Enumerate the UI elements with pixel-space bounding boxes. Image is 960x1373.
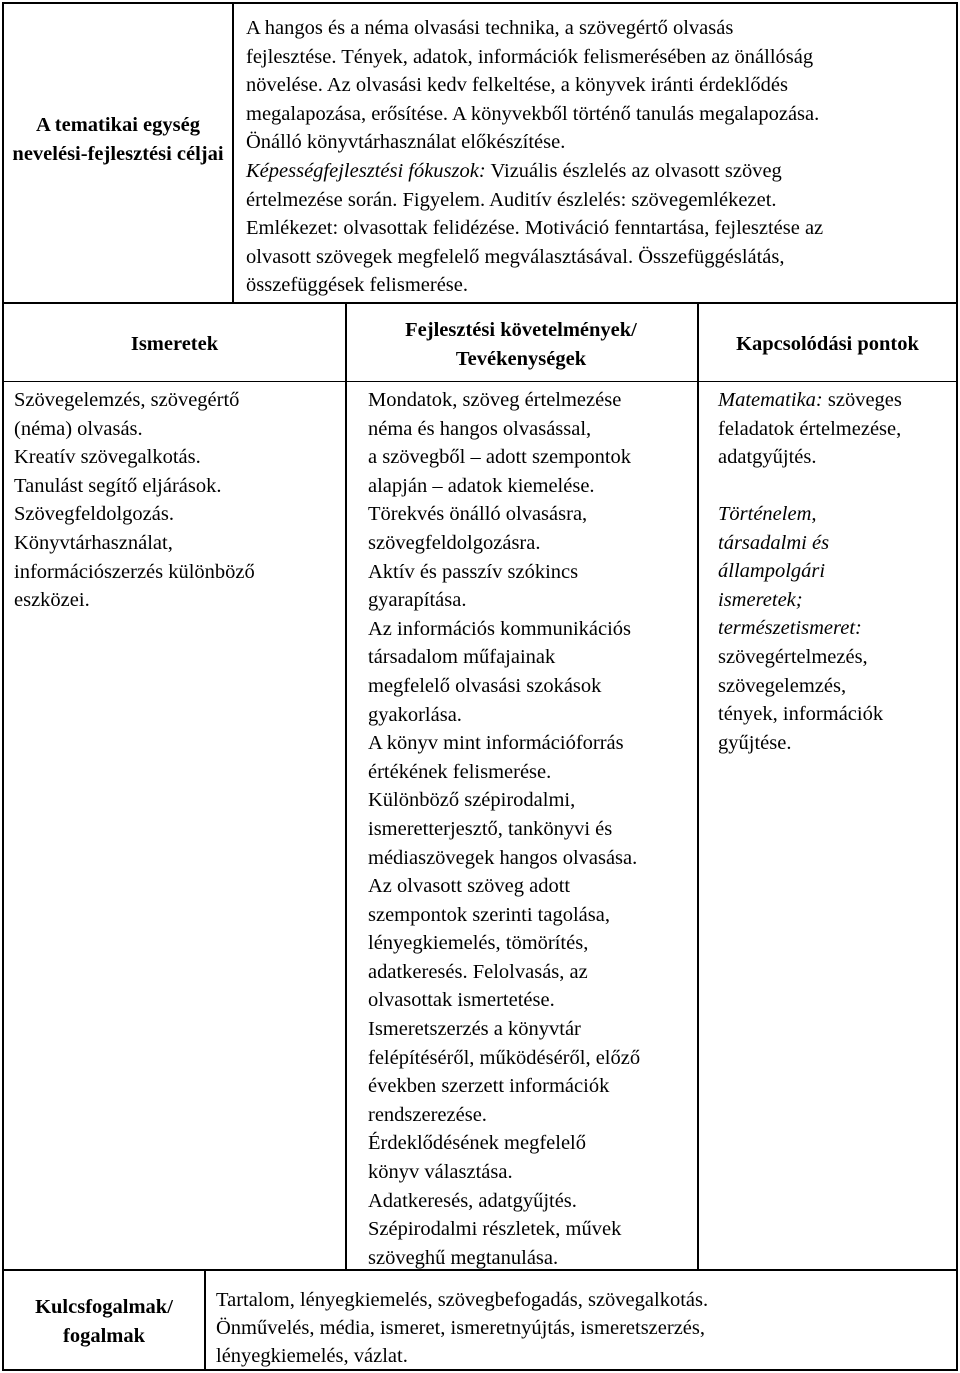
- connection-line: [718, 415, 954, 444]
- requirement-line: megfelelő olvasási szokások: [368, 674, 602, 697]
- table-border-top: [2, 2, 958, 4]
- goals-line: [246, 271, 954, 300]
- header-connections-text: Kapcsolódási pontok: [736, 333, 919, 355]
- goals-line-segment: Emlékezet: olvasottak felidézése. Motiváció fenntartása, fejlesztése az: [246, 217, 824, 240]
- connection-line: [718, 443, 954, 472]
- knowledge-line: Könyvtárhasználat,: [14, 531, 173, 554]
- requirement-line: Az információs kommunikációs: [368, 617, 632, 640]
- keywords-label-divider: [204, 1269, 206, 1371]
- connections-group-history: [718, 500, 954, 757]
- goals-line: [246, 128, 954, 157]
- requirement-line: néma és hangos olvasással,: [368, 417, 592, 440]
- knowledge-line: Kreatív szövegalkotás.: [14, 446, 201, 469]
- knowledge-list: [14, 386, 344, 615]
- requirement-line: Érdeklődésének megfelelő: [368, 1132, 587, 1155]
- goals-line: [246, 100, 954, 129]
- goals-bottom-divider: [2, 302, 958, 304]
- requirement-line: Törekvés önálló olvasásra,: [368, 503, 588, 526]
- goals-line-segment: olvasott szövegek megfelelő megválasztásával. Összefüggéslátás,: [246, 245, 785, 268]
- connection-line: [718, 386, 954, 415]
- connection-line-segment: feladatok értelmezése,: [718, 417, 902, 440]
- column-divider-1: [345, 302, 347, 1270]
- requirement-line: könyv választása.: [368, 1161, 513, 1184]
- knowledge-line: Szövegelemzés, szövegértő: [14, 389, 240, 411]
- requirement-line: szövegfeldolgozásra.: [368, 531, 541, 554]
- requirement-line: A könyv mint információforrás: [368, 732, 624, 755]
- knowledge-line: eszközei.: [14, 589, 90, 612]
- connection-line: [718, 729, 954, 758]
- requirement-line: Mondatok, szöveg értelmezése: [368, 389, 622, 411]
- goals-label: [6, 111, 230, 169]
- requirement-line: szöveghű megtanulása.: [368, 1246, 559, 1269]
- keywords-label-text: Kulcsfogalmak/ fogalmak: [35, 1296, 173, 1347]
- goals-line: [246, 243, 954, 272]
- keywords-line: lényegkiemelés, vázlat.: [216, 1345, 408, 1367]
- connection-line-segment: állampolgári: [718, 560, 826, 583]
- goals-label-divider: [232, 2, 234, 303]
- connection-line: [718, 672, 954, 701]
- knowledge-line: Szövegfeldolgozás.: [14, 503, 174, 526]
- goals-line-segment: Vizuális észlelés az olvasott szöveg: [485, 159, 782, 182]
- goals-line: [246, 14, 954, 43]
- goals-line-segment: A hangos és a néma olvasási technika, a szövegértő olvasás: [246, 17, 734, 39]
- requirement-line: Aktív és passzív szókincs: [368, 560, 579, 583]
- connection-line-segment: Matematika:: [718, 389, 823, 411]
- requirement-line: Adatkeresés, adatgyűjtés.: [368, 1189, 577, 1212]
- connection-line-segment: ismeretek;: [718, 588, 803, 611]
- connection-line-segment: szövegértelmezés,: [718, 645, 868, 668]
- requirement-line: Különböző szépirodalmi,: [368, 789, 576, 812]
- header-requirements: [360, 316, 682, 373]
- requirement-line: rendszerezése.: [368, 1103, 487, 1126]
- goals-line-segment: összefüggések felismerése.: [246, 274, 468, 297]
- requirement-line: Ismeretszerzés a könyvtár: [368, 1018, 581, 1041]
- requirement-line: gyakorlása.: [368, 703, 462, 726]
- goals-line: [246, 186, 954, 215]
- keywords-line: Önművelés, média, ismeret, ismeretnyújtás, ismeretszerzés,: [216, 1317, 705, 1339]
- requirement-line: Az olvasott szöveg adott: [368, 875, 571, 898]
- keywords-label: [6, 1293, 202, 1350]
- connection-line: [718, 643, 954, 672]
- requirements-list: [368, 386, 696, 1272]
- connection-line: [718, 557, 954, 586]
- requirement-line: társadalom műfajainak: [368, 646, 556, 669]
- connection-line-segment: tények, információk: [718, 703, 884, 726]
- goals-line-segment: értelmezése során. Figyelem. Auditív észlelés: szövegemlékezet.: [246, 188, 777, 211]
- goals-line-segment: növelése. Az olvasási kedv felkeltése, a könyvek iránti érdeklődés: [246, 74, 788, 97]
- connection-line-segment: gyűjtése.: [718, 731, 792, 754]
- connection-line: [718, 614, 954, 643]
- connections-group-math: [718, 386, 954, 472]
- header-knowledge: [4, 330, 345, 359]
- requirement-line: Szépirodalmi részletek, művek: [368, 1218, 622, 1241]
- connection-line-segment: társadalmi és: [718, 531, 830, 554]
- knowledge-line: Tanulást segítő eljárások.: [14, 474, 222, 497]
- goals-label-text: A tematikai egység nevelési-fejlesztési céljai: [12, 114, 224, 165]
- goals-line-segment: Önálló könyvtárhasználat előkészítése.: [246, 131, 566, 154]
- requirement-line: szempontok szerinti tagolása,: [368, 903, 610, 926]
- connection-line-segment: szövegelemzés,: [718, 674, 847, 697]
- table-border-right: [956, 2, 958, 1371]
- header-requirements-text: Fejlesztési követelmények/ Tevékenységek: [405, 319, 637, 370]
- header-knowledge-text: Ismeretek: [130, 333, 219, 355]
- header-connections: [699, 330, 956, 359]
- goals-line-segment: megalapozása, erősítése. A könyvekből történő tanulás megalapozása.: [246, 102, 820, 125]
- keywords-line: Tartalom, lényegkiemelés, szövegbefogadás, szövegalkotás.: [216, 1289, 709, 1311]
- connection-line-segment: adatgyűjtés.: [718, 446, 817, 469]
- column-divider-2: [697, 302, 699, 1270]
- keywords-text: [216, 1286, 954, 1370]
- connection-line: [718, 586, 954, 615]
- connection-line-segment: Történelem,: [718, 503, 817, 525]
- requirement-line: gyarapítása.: [368, 589, 467, 612]
- requirement-line: ismeretterjesztő, tankönyvi és: [368, 817, 613, 840]
- goals-text: [246, 14, 954, 300]
- goals-line-segment: Képességfejlesztési fókuszok:: [246, 159, 486, 182]
- connection-line: [718, 529, 954, 558]
- connection-line: [718, 700, 954, 729]
- connection-line-segment: természetismeret:: [718, 617, 862, 640]
- connection-line-segment: szöveges: [822, 389, 902, 411]
- goals-line: [246, 214, 954, 243]
- requirement-line: alapján – adatok kiemelése.: [368, 474, 595, 497]
- goals-line: [246, 157, 954, 186]
- requirement-line: adatkeresés. Felolvasás, az: [368, 960, 588, 983]
- requirement-line: értékének felismerése.: [368, 760, 552, 783]
- requirement-line: a szövegből – adott szempontok: [368, 446, 632, 469]
- goals-line: [246, 43, 954, 72]
- goals-line-segment: fejlesztése. Tények, adatok, információk felismerésében az önállóság: [246, 45, 814, 68]
- knowledge-line: információszerzés különböző: [14, 560, 255, 583]
- requirement-line: felépítéséről, működéséről, előző: [368, 1046, 641, 1069]
- table-border-left: [2, 2, 4, 1371]
- header-row-divider: [2, 381, 958, 382]
- requirement-line: években szerzett információk: [368, 1075, 610, 1098]
- connection-line: [718, 500, 954, 529]
- requirement-line: lényegkiemelés, tömörítés,: [368, 932, 589, 955]
- requirement-line: olvasottak ismertetése.: [368, 989, 555, 1012]
- knowledge-line: (néma) olvasás.: [14, 417, 143, 440]
- goals-line: [246, 71, 954, 100]
- requirement-line: médiaszövegek hangos olvasása.: [368, 846, 638, 869]
